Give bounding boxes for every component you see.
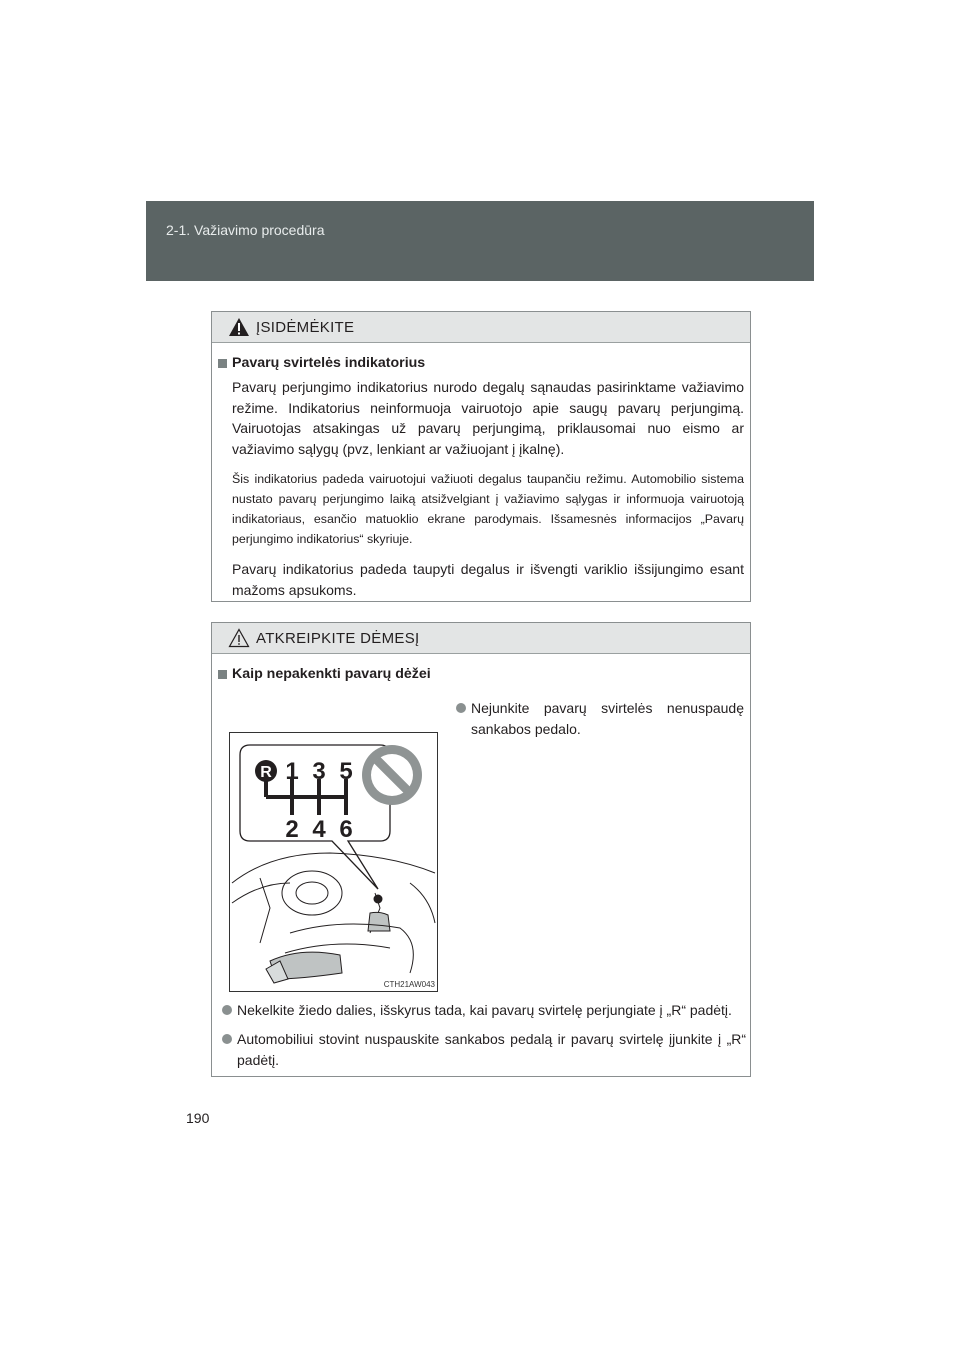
round-bullet-icon [222, 1034, 232, 1044]
gear-pattern-figure [230, 733, 437, 991]
section-title: 2-1. Važiavimo procedūra [166, 222, 325, 238]
square-bullet-icon [218, 670, 227, 679]
notice-title: ATKREIPKITE DĖMESĮ [256, 629, 420, 647]
caution-subheading [218, 355, 744, 371]
caution-box [211, 311, 751, 602]
notice-subheading [218, 666, 744, 682]
bullet-list-bottom [222, 1000, 746, 1079]
bullet-item-3 [222, 1029, 746, 1071]
gear-shift-illustration [229, 732, 438, 992]
caution-paragraph-2: Šis indikatorius padeda vairuotojui važiuoti degalus taupančiu režimu. Automobilio sistema nustato pavarų perjungimo laiką atsižvelgiant į važiavimo sąlygas ir informuoja vairuotoją indikatoriaus, esančio matuoklio ekrane parodymais. Išsamesnės informacijos „Pavarų perjungimo indikatorius“ skyriuje. [232, 472, 744, 546]
bullet-text-2: Nekelkite žiedo dalies, išskyrus tada, kai pavarų svirtelę perjungiate į „R“ padėtį. [237, 1002, 732, 1018]
round-bullet-icon [222, 1005, 232, 1015]
page-number: 190 [186, 1110, 210, 1126]
gear-4-label: 4 [312, 816, 326, 843]
square-bullet-icon [218, 359, 227, 368]
caution-title: ĮSIDĖMĖKITE [256, 318, 355, 336]
notice-subheading-text: Kaip nepakenkti pavarų dėžei [232, 666, 431, 682]
bullet-text-1: Nejunkite pavarų svirtelės nenuspaudę sankabos pedalo. [471, 700, 744, 737]
round-bullet-icon [456, 703, 466, 713]
gear-1-label: 1 [285, 758, 299, 785]
bullet-item-2 [222, 1000, 746, 1021]
figure-code: CTH21AW043 [383, 980, 435, 989]
warning-outline-icon [228, 628, 250, 648]
chapter-header [146, 201, 814, 281]
gear-5-label: 5 [339, 758, 353, 785]
caution-subheading-text: Pavarų svirtelės indikatorius [232, 355, 426, 371]
gear-6-label: 6 [339, 816, 353, 843]
gear-3-label: 3 [312, 758, 326, 785]
notice-box [211, 622, 751, 1077]
bullet-text-3: Automobiliui stovint nuspauskite sankabos pedalą ir pavarų svirtelę įjunkite į „R“ padėtį. [237, 1031, 746, 1068]
gear-2-label: 2 [285, 816, 299, 843]
caution-paragraph-1: Pavarų perjungimo indikatorius nurodo degalų sąnaudas pasirinktame važiavimo režime. Indikatorius neinformuoja vairuotojo apie saugų pavarų perjungimą. Vairuotojas atsakingas už pavarų perjungimą, priklausomai nuo eismo ar važiavimo sąlygų (pvz, lenkiant ar važiuojant į įkalnę). [232, 379, 744, 457]
caution-title-bar [212, 312, 750, 343]
prohibited-icon [362, 745, 422, 805]
bullet-item-1 [456, 698, 744, 748]
caution-paragraph-3: Pavarų indikatorius padeda taupyti degalus ir išvengti variklio išsijungimo esant mažoms apsukoms. [232, 561, 744, 598]
notice-title-bar [212, 623, 750, 654]
warning-filled-icon [228, 317, 250, 337]
gear-r-label: R [260, 764, 272, 781]
